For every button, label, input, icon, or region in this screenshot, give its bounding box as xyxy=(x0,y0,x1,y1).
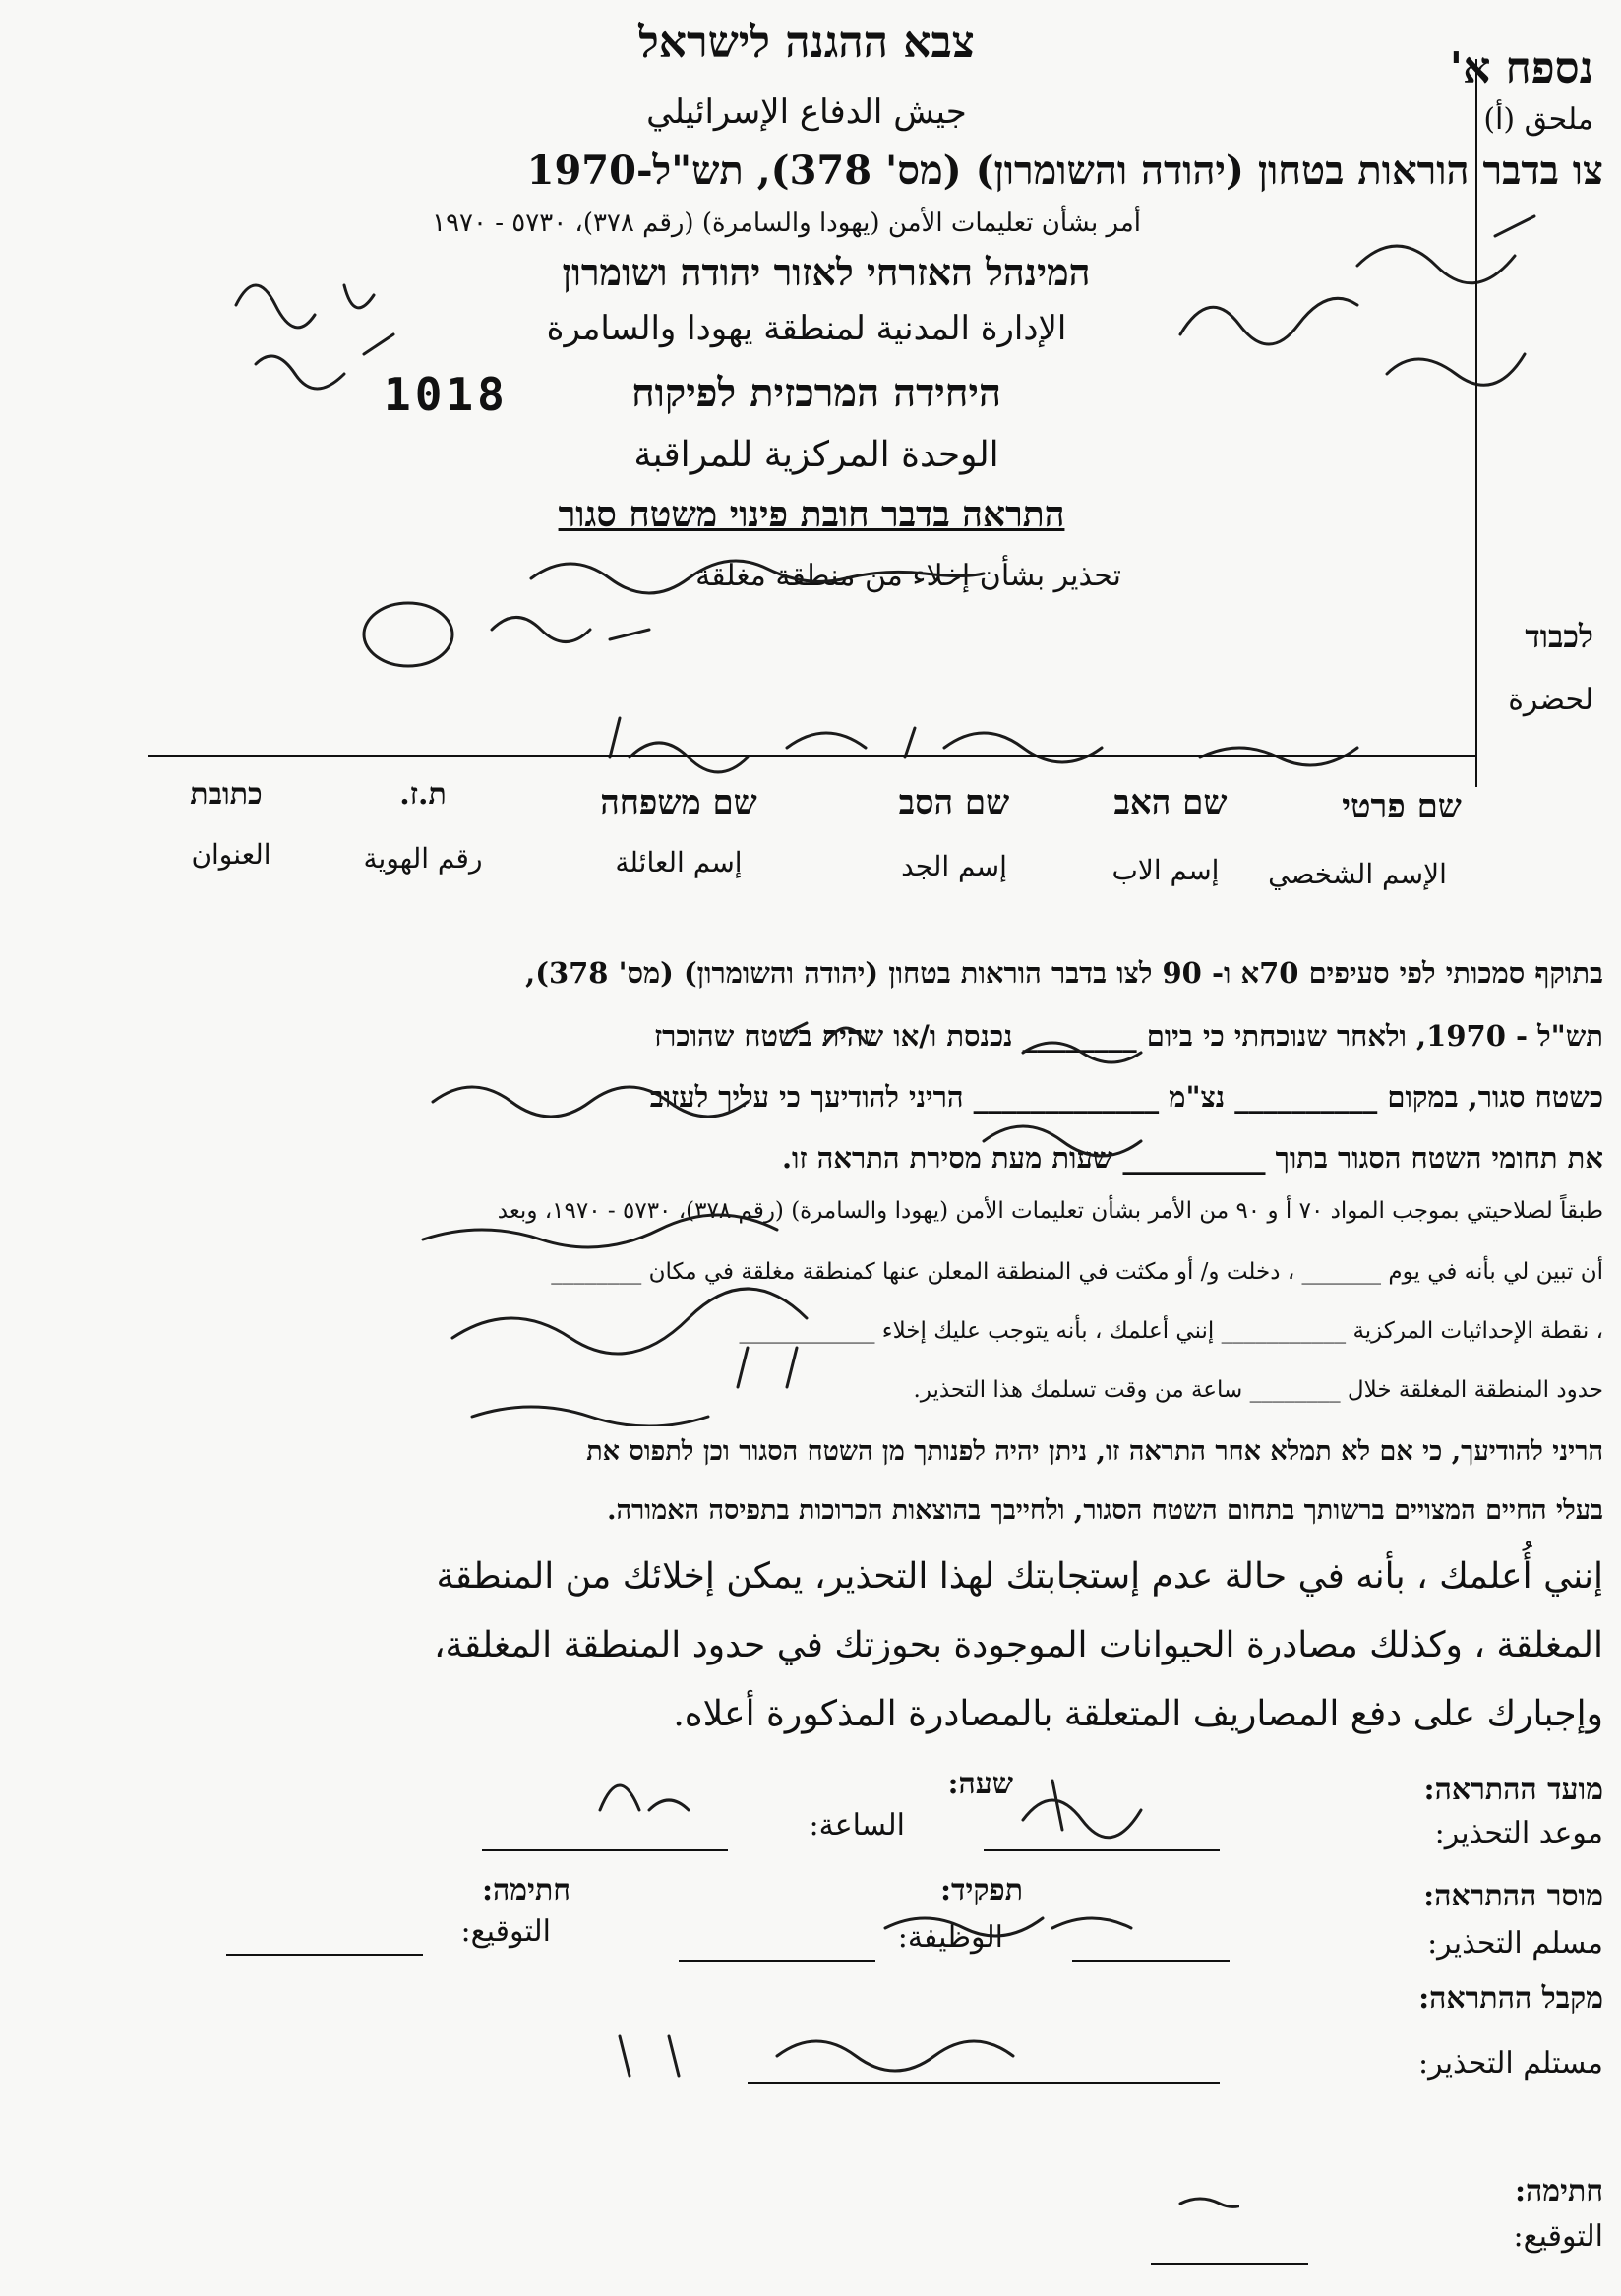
supervision-unit-arabic: الوحدة المركزية للمراقبة xyxy=(633,435,999,475)
warning-arabic-line-3: وإجبارك على دفع المصاريف المتعلقة بالمصادرة المذكورة أعلاه. xyxy=(673,1694,1603,1734)
col-grandfather-name: שם הסב xyxy=(898,783,1010,822)
civil-admin-hebrew: המינהל האזרחי לאזור יהודה ושומרון xyxy=(562,250,1091,294)
col-id-number: ת.ז. xyxy=(399,777,447,812)
col-id-number-ar: رقم الهوية xyxy=(363,842,483,875)
receiver-label-arabic: مستلم التحذير: xyxy=(1418,2046,1603,2081)
role-label-hebrew: תפקיד: xyxy=(939,1873,1023,1907)
body-arabic-line-2: أن تبين لي بأنه في يوم _______ ، دخلت و/ أو مكثت في المنطقة المعلن عنها كمنطقة مغلقة في مكان ________ xyxy=(551,1259,1603,1285)
hour-label-arabic: الساعة: xyxy=(809,1808,905,1843)
body-arabic-line-3: ، نقطة الإحداثيات المركزية ___________ إنني أعلمك ، بأنه يتوجب عليك إخلاء ____________ xyxy=(739,1318,1603,1344)
page-edge-line xyxy=(1475,59,1477,787)
col-address: כתובת xyxy=(190,777,263,812)
hebrew-army-title: צבא ההגנה לישראל xyxy=(638,18,975,68)
body-hebrew-line-2: תש"ל - 1970, ולאחר שנוכחתי כי ביום ________ נכנסת ו/או שהית בשטח שהוכרז xyxy=(654,1019,1603,1053)
appendix-hebrew: נספח א' xyxy=(1449,43,1593,93)
sign-line xyxy=(226,1954,423,1956)
unit-number: 1018 xyxy=(384,368,509,421)
body-arabic-line-1: طبقاً لصلاحيتي بموجب المواد ٧٠ أ و ٩٠ من الأمر بشأن تعليمات الأمن (يهودا والسامرة) (رقم ٣٧٨)، ٥٧٣٠ - ١٩٧٠، وبعد xyxy=(497,1198,1603,1224)
final-sign-label-hebrew: חתימה: xyxy=(1514,2174,1603,2208)
col-family-name-ar: إسم العائلة xyxy=(615,846,743,878)
recipient-label-arabic: لحضرة xyxy=(1508,683,1593,717)
sign-label-arabic: التوقيع: xyxy=(460,1914,551,1949)
role-label-arabic: الوظيفة: xyxy=(897,1920,1003,1955)
col-first-name-ar: الإسم الشخصي xyxy=(1268,858,1447,890)
handwritten-recipient-name xyxy=(590,708,1436,787)
col-family-name: שם משפחה xyxy=(600,783,757,822)
warning-hebrew-line-2: בעלי החיים המצויים ברשותך בתחום השטח הסגור, ולחייבך בהוצאות הכרוכות בתפיסה האמורה. xyxy=(607,1495,1603,1526)
time-label-hebrew: מועד ההתראה: xyxy=(1423,1773,1603,1807)
warning-arabic-line-2: المغلقة ، وكذلك مصادرة الحيوانات الموجودة بحوزتك في حدود المنطقة المغلقة، xyxy=(433,1625,1603,1665)
supervision-unit-hebrew: היחידה המרכזית לפיקוח xyxy=(631,370,1001,416)
giver-label-hebrew: מוסר ההתראה: xyxy=(1423,1879,1603,1913)
handwritten-body-fillins xyxy=(413,1013,1298,1426)
time-label-arabic: موعد التحذير: xyxy=(1434,1816,1603,1850)
body-hebrew-line-1: בתוקף סמכותי לפי סעיפים 70א ו- 90 לצו בדבר הוראות בטחון (יהודה והשומרון) (מס' 378), xyxy=(525,956,1603,990)
warning-arabic-line-1: إنني أُعلمك ، بأنه في حالة عدم إستجابتك لهذا التحذير، يمكن إخلائك من المنطقة xyxy=(436,1556,1603,1597)
recipient-label-hebrew: לכבוד xyxy=(1525,618,1593,655)
body-arabic-line-4: حدود المنطقة المغلقة خلال ________ ساعة من وقت تسلمك هذا التحذير. xyxy=(913,1377,1603,1403)
civil-admin-arabic: الإدارة المدنية لمنطقة يهودا والسامرة xyxy=(546,309,1067,348)
body-hebrew-line-4: את תחומי השטח הסגור בתוך __________ שעות מעת מסירת התראה זו. xyxy=(781,1141,1603,1175)
body-hebrew-line-3: כשטח סגור, במקום __________ נצ"מ _____________ הריני להודיעך כי עליך לעזוב xyxy=(649,1080,1603,1114)
order-title-hebrew: צו בדבר הוראות בטחון (יהודה והשומרון) (מס' 378), תש"ל-1970 xyxy=(526,148,1603,194)
sign-label-hebrew: חתימה: xyxy=(481,1873,570,1907)
giver-label-arabic: مسلم التحذير: xyxy=(1427,1926,1603,1961)
appendix-arabic: ملحق (أ) xyxy=(1483,102,1593,137)
notice-title-hebrew: התראה בדבר חובת פינוי משטח סגור xyxy=(558,494,1065,535)
receiver-label-hebrew: מקבל ההתראה: xyxy=(1418,1981,1603,2016)
col-father-name: שם האב xyxy=(1113,783,1228,822)
arabic-army-title: جيش الدفاع الإسرائيلي xyxy=(646,92,967,132)
col-address-ar: العنوان xyxy=(191,838,271,871)
handwritten-circle-number xyxy=(354,590,679,679)
final-sign-label-arabic: التوقيع: xyxy=(1513,2219,1603,2254)
hour-label-hebrew: שעה: xyxy=(947,1767,1013,1801)
col-first-name: שם פרטי xyxy=(1342,787,1462,826)
col-father-name-ar: إسم الاب xyxy=(1111,854,1220,886)
recipient-underline xyxy=(148,755,1475,757)
col-grandfather-name-ar: إسم الجد xyxy=(901,850,1007,882)
handwritten-note-right xyxy=(1161,197,1574,423)
handwritten-initials-left xyxy=(197,246,433,413)
warning-hebrew-line-1: הריני להודיעך, כי אם לא תמלא אחר התראה זו, ניתן יהיה לפנותך מן השטח הסגור וכן לתפוס את xyxy=(586,1436,1603,1467)
order-title-arabic: أمر بشأن تعليمات الأمن (يهودا والسامرة) (رقم ٣٧٨)، ٥٧٣٠ - ١٩٧٠ xyxy=(432,209,1141,238)
handwritten-footer-entries xyxy=(590,1741,1239,2292)
notice-title-arabic: تحذير بشأن إخلاء من منطقة مغلقة xyxy=(695,559,1121,593)
